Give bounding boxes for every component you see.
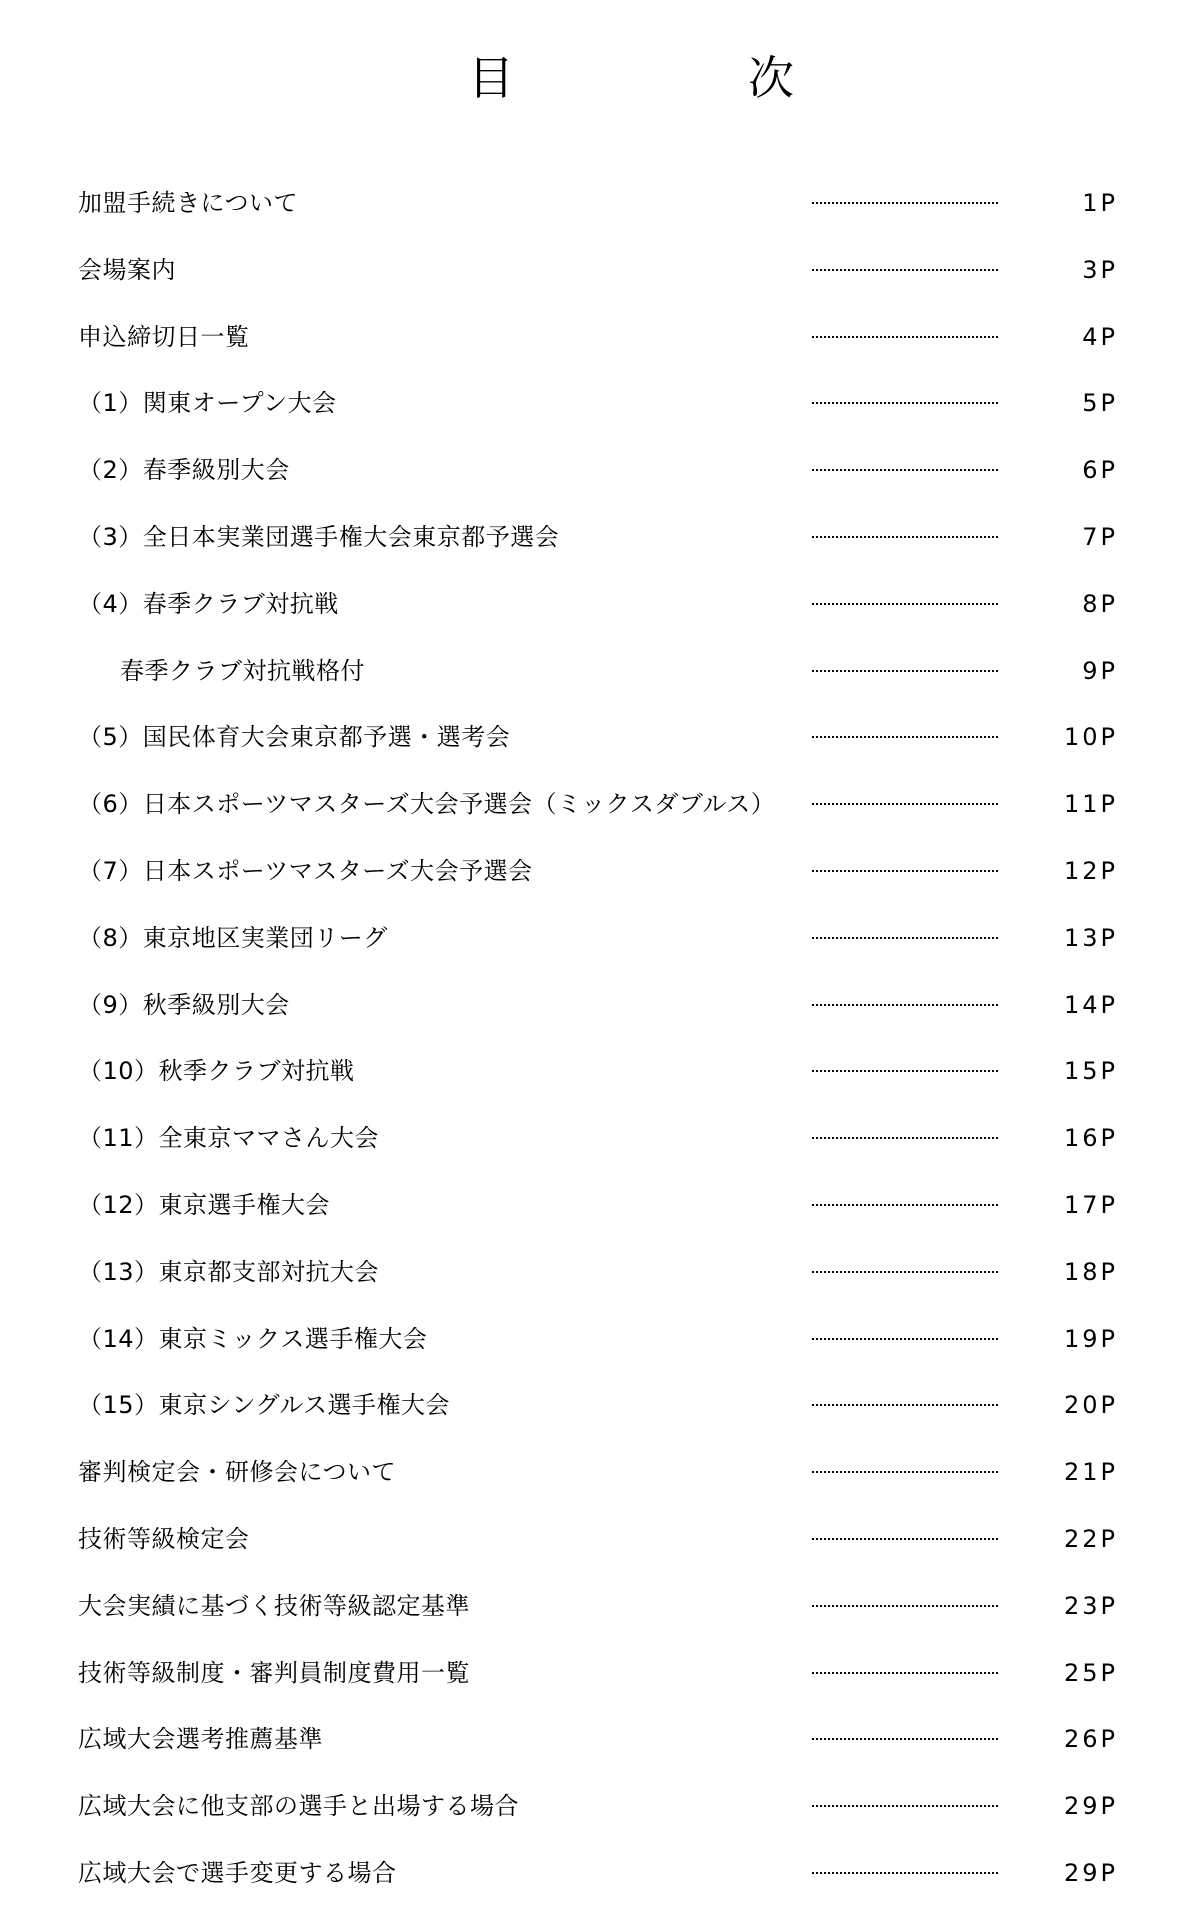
toc-entry-page: 4P	[1082, 322, 1118, 351]
toc-entry-label: （1）関東オープン大会	[78, 389, 337, 418]
toc-entry-page: 15P	[1063, 1057, 1118, 1086]
toc-entry-page: 10P	[1063, 723, 1118, 752]
toc-entry[interactable]	[0, 439, 1200, 506]
toc-entry-label: （4）春季クラブ対抗戦	[78, 589, 339, 618]
toc-entry[interactable]	[0, 773, 1200, 840]
dot-leader	[812, 1137, 998, 1139]
toc-entry[interactable]	[0, 573, 1200, 640]
dot-leader	[812, 1738, 998, 1740]
toc-entry[interactable]	[0, 1708, 1200, 1775]
toc-entry[interactable]	[0, 907, 1200, 974]
toc-entry-page: 5P	[1082, 389, 1118, 418]
toc-entry[interactable]	[0, 1308, 1200, 1375]
dot-leader	[812, 1271, 998, 1273]
toc-entry-label: 申込締切日一覧	[78, 322, 250, 351]
dot-leader	[812, 402, 998, 404]
dot-leader	[812, 1872, 998, 1874]
dot-leader	[812, 736, 998, 738]
toc-entry-label: 大会実績に基づく技術等級認定基準	[78, 1591, 470, 1620]
dot-leader	[812, 1672, 998, 1674]
toc-entry-page: 16P	[1063, 1124, 1118, 1153]
dot-leader	[812, 937, 998, 939]
toc-entry-page: 7P	[1082, 522, 1118, 551]
dot-leader	[812, 1070, 998, 1072]
toc-entry-label: （13）東京都支部対抗大会	[78, 1257, 380, 1286]
toc-entry-page: 12P	[1063, 856, 1118, 885]
dot-leader	[812, 1404, 998, 1406]
toc-entry-page: 18P	[1063, 1257, 1118, 1286]
dot-leader	[812, 670, 998, 672]
toc-entry-page: 22P	[1063, 1524, 1118, 1553]
dot-leader	[812, 1204, 998, 1206]
toc-entry[interactable]	[0, 1775, 1200, 1842]
toc-entry-page: 21P	[1063, 1458, 1118, 1487]
dot-leader	[812, 1338, 998, 1340]
toc-entry-page: 26P	[1063, 1725, 1118, 1754]
toc-entry-label: 会場案内	[78, 255, 176, 284]
toc-entry[interactable]	[0, 1642, 1200, 1709]
toc-entry-page: 11P	[1063, 790, 1118, 819]
dot-leader	[812, 536, 998, 538]
dot-leader	[812, 1471, 998, 1473]
toc-entry[interactable]	[0, 1241, 1200, 1308]
toc-entry-page: 14P	[1063, 990, 1118, 1019]
toc-entry-label: 春季クラブ対抗戦格付	[120, 656, 365, 685]
toc-entry-label: 審判検定会・研修会について	[78, 1458, 397, 1487]
toc-entry-label: （11）全東京ママさん大会	[78, 1124, 380, 1153]
toc-entry-page: 6P	[1082, 456, 1118, 485]
toc-entry[interactable]	[0, 372, 1200, 439]
toc-entry-label: 広域大会選考推薦基準	[78, 1725, 323, 1754]
toc-entry[interactable]	[0, 974, 1200, 1041]
toc-entry[interactable]	[0, 1575, 1200, 1642]
toc-entry-label: （7）日本スポーツマスターズ大会予選会	[78, 856, 533, 885]
toc-entry-page: 25P	[1063, 1658, 1118, 1687]
toc-entry-page: 9P	[1082, 656, 1118, 685]
toc-entry[interactable]	[0, 239, 1200, 306]
toc-entry-label: （5）国民体育大会東京都予選・選考会	[78, 723, 511, 752]
dot-leader	[812, 469, 998, 471]
dot-leader	[812, 1805, 998, 1807]
toc-entry-page: 29P	[1063, 1792, 1118, 1821]
dot-leader	[812, 1004, 998, 1006]
toc-entry[interactable]	[0, 1508, 1200, 1575]
dot-leader	[812, 1605, 998, 1607]
toc-entry-label: 広域大会で選手変更する場合	[78, 1858, 397, 1887]
toc-entry-label: （9）秋季級別大会	[78, 990, 290, 1019]
toc-entry-page: 1P	[1082, 189, 1118, 217]
toc-entry[interactable]	[0, 1174, 1200, 1241]
title-char-2: 次	[748, 51, 794, 105]
toc-entry-page: 13P	[1063, 923, 1118, 952]
dot-leader	[812, 603, 998, 605]
dot-leader	[812, 202, 998, 204]
toc-entry-label: （14）東京ミックス選手権大会	[78, 1324, 428, 1353]
toc-entry-page: 29P	[1063, 1858, 1118, 1887]
dot-leader	[812, 336, 998, 338]
toc-entry-label: （15）東京シングルス選手権大会	[78, 1391, 451, 1420]
dot-leader	[812, 870, 998, 872]
toc-entry-label: （6）日本スポーツマスターズ大会予選会（ミックスダブルス）	[78, 790, 776, 819]
toc-entry[interactable]	[0, 306, 1200, 373]
toc-entry-page: 3P	[1082, 255, 1118, 284]
toc-entry[interactable]	[0, 1441, 1200, 1508]
dot-leader	[812, 1538, 998, 1540]
toc-entry-label: （3）全日本実業団選手権大会東京都予選会	[78, 522, 560, 551]
toc-entry-label: 広域大会に他支部の選手と出場する場合	[78, 1792, 519, 1821]
toc-entry[interactable]	[0, 840, 1200, 907]
toc-entry-page: 20P	[1063, 1391, 1118, 1420]
toc-entry-label: 技術等級制度・審判員制度費用一覧	[78, 1658, 470, 1687]
toc-entry-label: 技術等級検定会	[78, 1524, 250, 1553]
toc-entry[interactable]	[0, 1374, 1200, 1441]
dot-leader	[812, 269, 998, 271]
title-char-1: 目	[468, 51, 514, 105]
page-title	[0, 48, 1200, 108]
toc-entry[interactable]	[0, 172, 1200, 239]
toc-entry[interactable]	[0, 706, 1200, 773]
table-of-contents	[0, 172, 1200, 1909]
toc-entry[interactable]	[0, 1107, 1200, 1174]
toc-entry-label: （10）秋季クラブ対抗戦	[78, 1057, 355, 1086]
toc-entry-page: 8P	[1082, 589, 1118, 618]
toc-entry-page: 19P	[1063, 1324, 1118, 1353]
toc-entry-label: （8）東京地区実業団リーグ	[78, 923, 388, 952]
toc-entry[interactable]	[0, 640, 1200, 707]
toc-entry-label: 加盟手続きについて	[78, 189, 299, 217]
toc-entry[interactable]	[0, 506, 1200, 573]
toc-entry-page: 23P	[1063, 1591, 1118, 1620]
dot-leader	[812, 803, 998, 805]
toc-entry[interactable]	[0, 1040, 1200, 1107]
toc-entry-page: 17P	[1063, 1190, 1118, 1219]
toc-entry-label: （2）春季級別大会	[78, 456, 290, 485]
toc-entry-label: （12）東京選手権大会	[78, 1190, 331, 1219]
toc-entry[interactable]	[0, 1842, 1200, 1909]
